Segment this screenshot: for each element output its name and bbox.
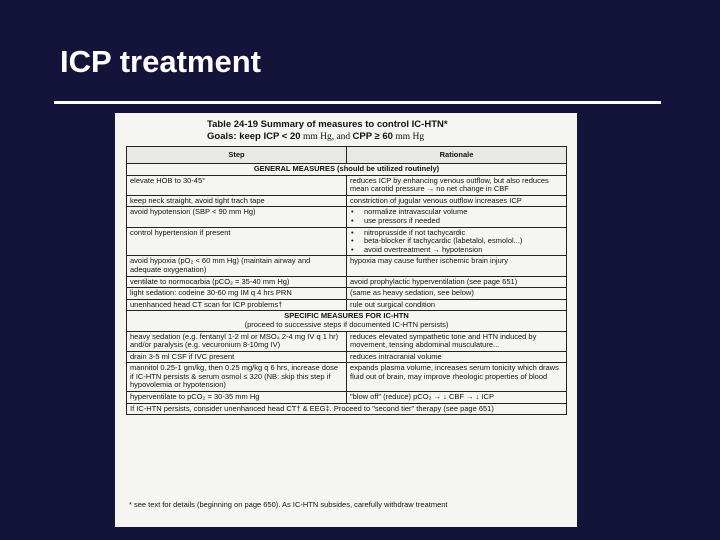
table-row (127, 256, 567, 276)
header-step: Step (127, 147, 347, 164)
bullet-list (350, 208, 563, 225)
slide-title: ICP treatment (60, 44, 261, 79)
rationale-cell: expands plasma volume, increases serum tonicity which draws fluid out of brain, may improve rheologic properties of blood (347, 363, 567, 392)
bullet-item: • normalize intravascular volume (350, 208, 563, 217)
scanned-table-page (115, 113, 577, 527)
bullet-item: • nitroprusside if not tachycardic (350, 229, 563, 238)
table-row (127, 351, 567, 363)
table-row (127, 331, 567, 351)
rationale-cell: reduces ICP by enhancing venous outflow, but also reduces mean carotid pressure → no net change in CBF (347, 175, 567, 195)
table-row (127, 363, 567, 392)
bullet-item: • use pressors if needed (350, 217, 563, 226)
rationale-cell: "blow off" (reduce) pCO₂ → ↓ CBF → ↓ ICP (347, 392, 567, 404)
rationale-cell: reduces intracranial volume (347, 351, 567, 363)
step-cell: mannitol 0.25-1 gm/kg, then 0.25 mg/kg q 6 hrs, increase dose if IC-HTN persists & serum osmol ≤ 320 (NB: skip this step if hypovolemia or hypotension) (127, 363, 347, 392)
rationale-cell (347, 207, 567, 227)
rationale-cell: hypoxia may cause further ischemic brain injury (347, 256, 567, 276)
step-cell: avoid hypoxia (pO₂ < 60 mm Hg) (maintain airway and adequate oxygenation) (127, 256, 347, 276)
bullet-list (350, 229, 563, 255)
table-row (127, 392, 567, 404)
goals-suffix: mm Hg (392, 132, 425, 142)
final-row-cell: If IC-HTN persists, consider unenhanced head CT† & EEG‡. Proceed to "second tier" therapy (see page 651) (127, 403, 567, 415)
rationale-cell: constriction of jugular venous outflow increases ICP (347, 195, 567, 207)
rationale-cell: avoid prophylactic hyperventilation (see page 651) (347, 276, 567, 288)
rationale-cell: rule out surgical condition (347, 299, 567, 311)
goals-mid: mm Hg, and (300, 132, 353, 142)
step-cell: drain 3-5 ml CSF if IVC present (127, 351, 347, 363)
table-row (127, 276, 567, 288)
specific-measures-header (127, 311, 567, 331)
final-row (127, 403, 567, 415)
table-title: Table 24-19 Summary of measures to control IC-HTN* (207, 119, 448, 130)
title-underline (54, 101, 661, 104)
specific-measures-subtitle: (proceed to successive steps if documented IC-HTN persists) (244, 319, 449, 329)
rationale-cell (347, 227, 567, 256)
header-rationale: Rationale (347, 147, 567, 164)
goal-icp: ICP < 20 (263, 131, 301, 142)
general-measures-section (127, 164, 567, 176)
specific-measures-title: SPECIFIC MEASURES FOR IC-HTN (284, 311, 409, 321)
step-cell: unenhanced head CT scan for ICP problems† (127, 299, 347, 311)
step-cell: keep neck straight, avoid tight trach tape (127, 195, 347, 207)
bullet-item: • avoid overtreatment → hypotension (350, 246, 563, 255)
rationale-cell: reduces elevated sympathetic tone and HTN induced by movement, tensing abdominal musculature... (347, 331, 567, 351)
step-cell: control hypertension if present (127, 227, 347, 256)
step-cell: elevate HOB to 30-45° (127, 175, 347, 195)
table-goals (207, 131, 424, 142)
measures-table (126, 146, 567, 415)
table-row (127, 175, 567, 195)
step-cell: ventilate to normocarbia (pCO₂ = 35-40 mm Hg) (127, 276, 347, 288)
header-row (127, 147, 567, 164)
rationale-cell: (same as heavy sedation, see below) (347, 288, 567, 300)
goals-prefix: Goals: keep (207, 131, 264, 142)
table-row (127, 207, 567, 227)
goal-cpp: CPP ≥ 60 (352, 131, 393, 142)
bullet-item: • beta-blocker if tachycardic (labetalol, esmolol...) (350, 237, 563, 246)
step-cell: hyperventilate to pCO₂ = 30-35 mm Hg (127, 392, 347, 404)
table-row (127, 299, 567, 311)
general-measures-title: GENERAL MEASURES (should be utilized routinely) (127, 164, 567, 176)
step-cell: heavy sedation (e.g. fentanyl 1-2 ml or MSO₄ 2-4 mg IV q 1 hr) and/or paralysis (e.g. vecuronium 8-10mg IV) (127, 331, 347, 351)
step-cell: avoid hypotension (SBP < 90 mm Hg) (127, 207, 347, 227)
step-cell: light sedation: codeine 30-60 mg IM q 4 hrs PRN (127, 288, 347, 300)
footnote: * see text for details (beginning on page 650). As IC-HTN subsides, carefully withdraw treatment (129, 500, 448, 509)
table-row (127, 195, 567, 207)
specific-measures-section (127, 311, 567, 331)
table-row (127, 227, 567, 256)
table-row (127, 288, 567, 300)
